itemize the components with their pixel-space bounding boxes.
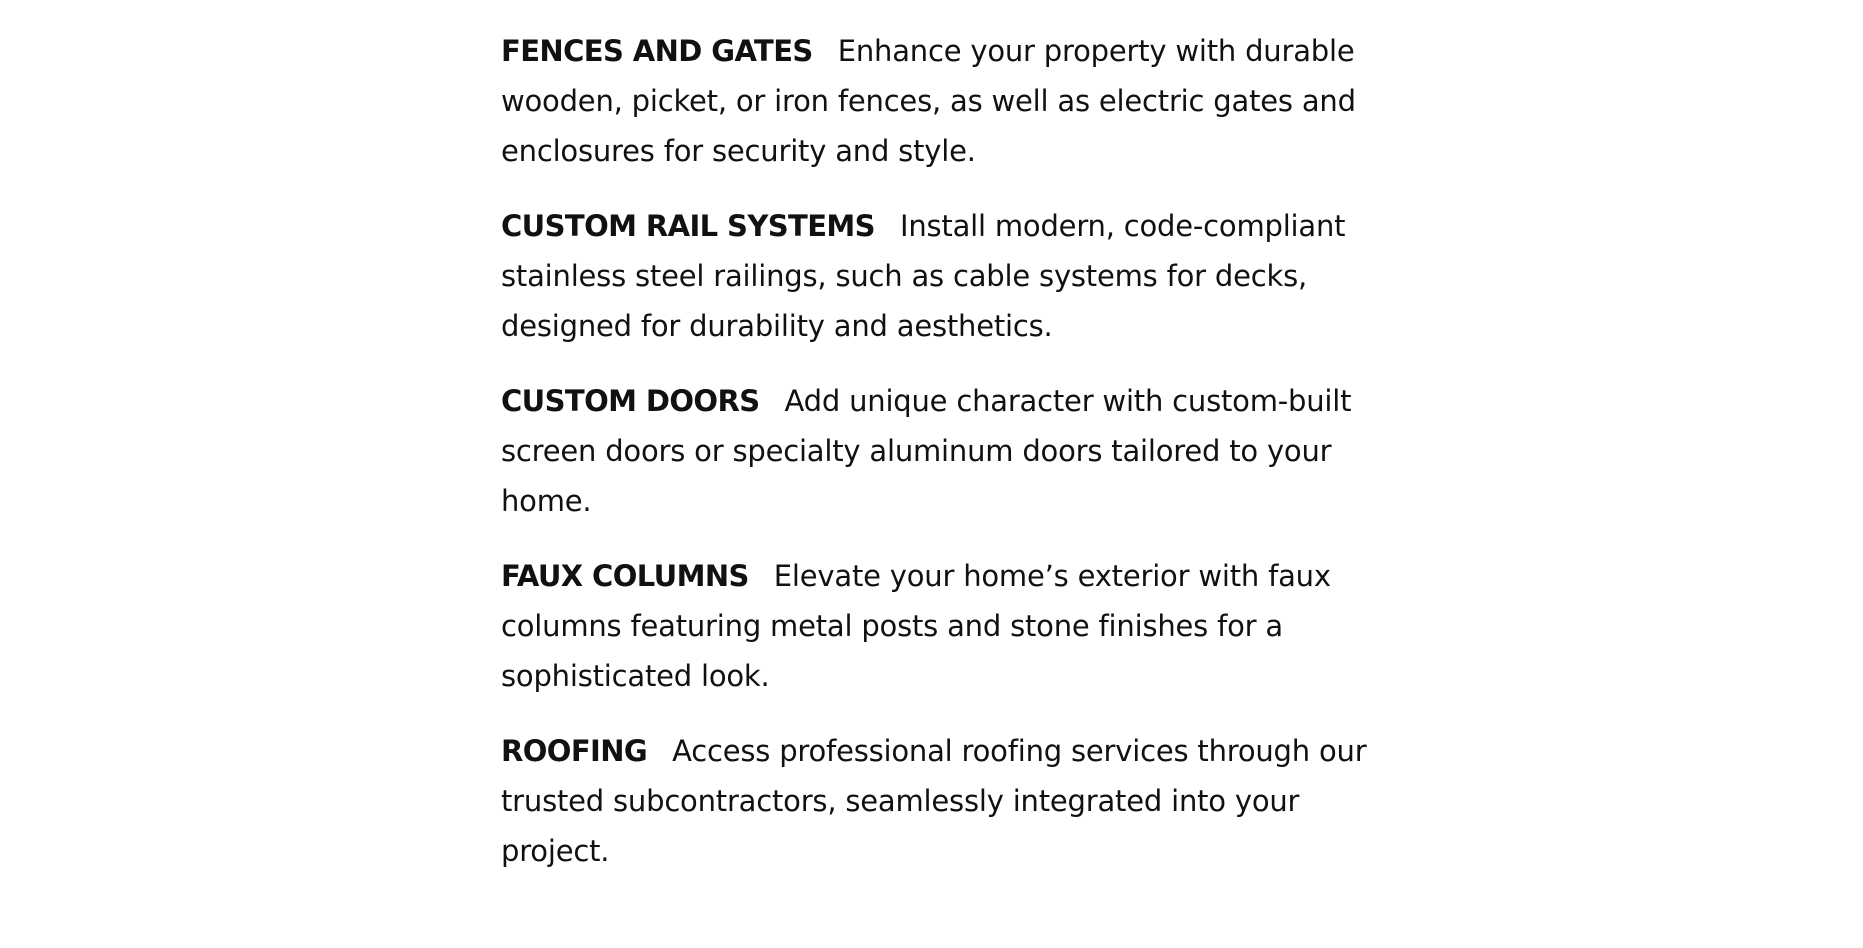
service-description: Enhance your property with durable wooden, picket, or iron fences, as well as electric gates and enclosures for security and style. <box>501 34 1356 168</box>
service-name: ROOFING <box>501 734 648 768</box>
service-description: Access professional roofing services through our trusted subcontractors, seamlessly integrated into your project. <box>501 734 1367 868</box>
service-custom-rail-systems <box>501 201 1391 351</box>
service-name: FENCES AND GATES <box>501 34 813 68</box>
service-faux-columns <box>501 551 1391 701</box>
service-name: CUSTOM RAIL SYSTEMS <box>501 209 875 243</box>
service-description: Elevate your home’s exterior with faux columns featuring metal posts and stone finishes for a sophisticated look. <box>501 559 1331 693</box>
service-name: CUSTOM DOORS <box>501 384 760 418</box>
previous-paragraph-fragment <box>501 0 1391 8</box>
service-description: Install modern, code-compliant stainless steel railings, such as cable systems for decks, designed for durability and aesthetics. <box>501 209 1346 343</box>
service-fences-and-gates <box>501 26 1391 176</box>
service-name: FAUX COLUMNS <box>501 559 749 593</box>
service-custom-doors <box>501 376 1391 526</box>
services-list <box>501 0 1391 901</box>
service-roofing <box>501 726 1391 876</box>
service-description: Add unique character with custom-built screen doors or specialty aluminum doors tailored to your home. <box>501 384 1352 518</box>
